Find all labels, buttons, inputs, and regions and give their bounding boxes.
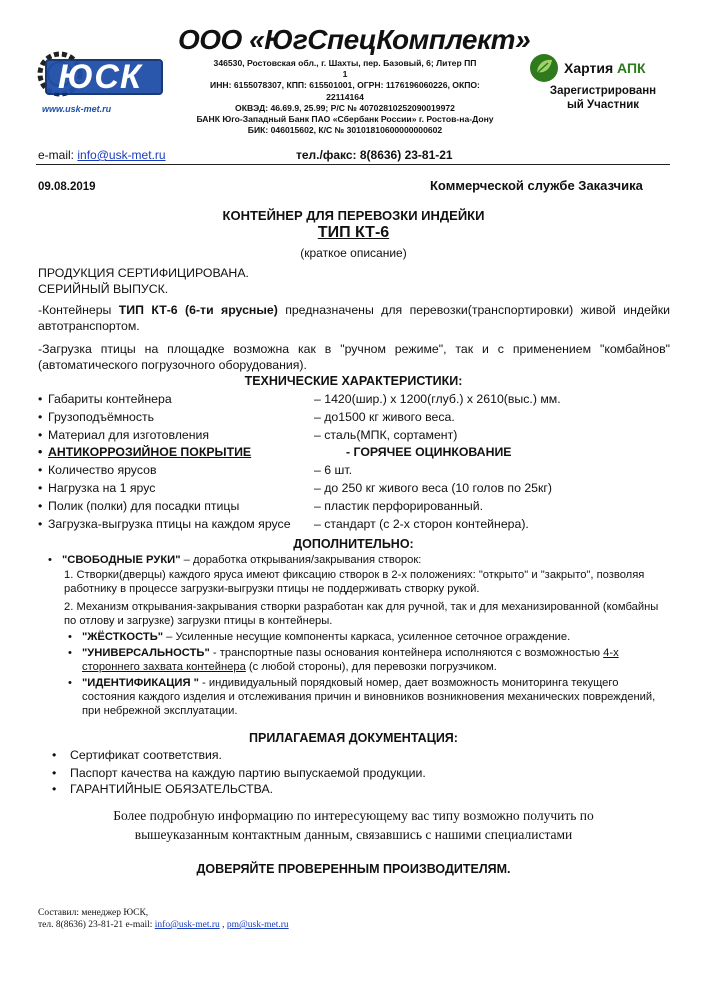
closing-line: вышеуказанным контактным данным, связавшись с нашими специалистами xyxy=(134,827,573,842)
spec-name: Загрузка-выгрузка птицы на каждом ярусе xyxy=(48,517,291,531)
spec-row: • Материал для изготовления – сталь(МПК, сортамент) xyxy=(38,428,458,442)
document-subtitle: (краткое описание) xyxy=(300,246,407,260)
company-logo xyxy=(36,48,164,120)
doc-item-text: Паспорт качества на каждую партию выпускаемой продукции. xyxy=(70,766,426,780)
extra-text: - индивидуальный порядковый номер, дает возможность мониторинга текущего состояния каждого изделия и отслеживания причин и виновников возникновения механических повреждений, при небрежной эксплуатации. xyxy=(82,677,656,717)
spec-name: Габариты контейнера xyxy=(48,392,172,406)
extra-text: – доработка открывания/закрывания створок: xyxy=(180,554,422,566)
header-divider xyxy=(36,164,670,165)
docs-heading: ПРИЛАГАЕМАЯ ДОКУМЕНТАЦИЯ: xyxy=(249,731,458,745)
extras-heading: ДОПОЛНИТЕЛЬНО: xyxy=(293,537,414,551)
footer xyxy=(38,907,289,931)
partner-status-line: Зарегистрированн xyxy=(549,85,657,97)
spec-row: • Грузоподъёмность – до1500 кг живого веса. xyxy=(38,410,455,424)
extra-title: "СВОБОДНЫЕ РУКИ" xyxy=(62,554,181,566)
closing-line: Более подробную информацию по интересующему вас типу возможно получить по xyxy=(113,808,594,823)
partner-status-line: ый Участник xyxy=(566,99,640,111)
company-requisites xyxy=(170,58,520,136)
requisites-line: 1 xyxy=(342,69,348,80)
footer-author: Составил: менеджер ЮСК, xyxy=(38,908,149,918)
model-name: ТИП КТ-6 xyxy=(317,224,390,241)
extra-universal: • "УНИВЕРСАЛЬНОСТЬ" - транспортные пазы основания контейнера исполняются с возможностью 4-х стороннего захвата контейнера (с любой стороны), для перевозки погрузчиком. xyxy=(68,647,619,673)
extra-free-hands: • "СВОБОДНЫЕ РУКИ" – доработка открывания/закрывания створок: xyxy=(48,554,422,566)
spec-name: Полик (полки) для посадки птицы xyxy=(48,499,240,513)
spec-value: – сталь(МПК, сортамент) xyxy=(314,428,458,442)
spec-value: – 1420(шир.) х 1200(глуб.) х 2610(выс.) мм. xyxy=(314,392,561,406)
document-date: 09.08.2019 xyxy=(38,181,96,193)
model-title xyxy=(0,224,707,242)
extra-free-hands-point-2: 2. Механизм открывания-закрывания створки разработан как для ручной, так и для механизированной (комбайны по отлову и загрузке) загрузки птицы в контейнеры. xyxy=(64,601,659,627)
logo-site[interactable]: www.usk-met.ru xyxy=(42,104,112,114)
intro-text: предназначены для перевозки(транспортировки) живой индейки автотранспортом. xyxy=(38,303,670,333)
partner-status xyxy=(528,84,678,112)
doc-item-text: Сертификат соответствия. xyxy=(70,748,222,762)
spec-row: • Нагрузка на 1 ярус – до 250 кг живого веса (10 голов по 25кг) xyxy=(38,481,552,495)
footer-phone: тел. 8(8636) 23-81-21 e-mail: xyxy=(38,920,155,930)
spec-name: Грузоподъёмность xyxy=(48,410,155,424)
spec-row-coating: • АНТИКОРРОЗИЙНОЕ ПОКРЫТИЕ - ГОРЯЧЕЕ ОЦИНКОВАНИЕ xyxy=(38,445,512,459)
doc-item: • Сертификат соответствия. xyxy=(52,748,222,762)
intro-paragraph-1 xyxy=(38,303,670,334)
footer-email-info[interactable]: info@usk-met.ru xyxy=(154,920,220,930)
extra-title: "ЖЁСТКОСТЬ" xyxy=(82,631,164,643)
extra-text: (с любой стороны), для перевозки погрузчиком. xyxy=(245,661,497,673)
spec-row: • Загрузка-выгрузка птицы на каждом ярусе – стандарт (с 2-х сторон контейнера). xyxy=(38,517,529,531)
partner-name-text: Хартия xyxy=(564,60,614,76)
footer-contacts xyxy=(38,919,289,931)
contact-email xyxy=(38,148,166,162)
partner-name xyxy=(564,60,646,76)
intro-text: -Контейнеры xyxy=(38,303,119,317)
spec-value: – до1500 кг живого веса. xyxy=(314,410,455,424)
certified-note: ПРОДУКЦИЯ СЕРТИФИЦИРОВАНА. xyxy=(38,266,249,280)
extra-text: – Усиленные несущие компоненты каркаса, усиленное сеточное ограждение. xyxy=(163,631,571,643)
doc-item-text: ГАРАНТИЙНЫЕ ОБЯЗАТЕЛЬСТВА. xyxy=(70,782,274,796)
leaf-icon xyxy=(528,52,560,84)
extra-text-underlined: 4-х стороннего захвата контейнера xyxy=(82,647,619,673)
intro-paragraph-2: -Загрузка птицы на площадке возможна как в "ручном режиме", так и с применением "комбайнов" (автоматического погрузочного оборудования). xyxy=(38,342,670,372)
spec-row: • Количество ярусов – 6 шт. xyxy=(38,463,353,477)
extra-identification: • "ИДЕНТИФИКАЦИЯ " - индивидуальный порядковый номер, дает возможность мониторинга текущего состояния каждого изделия и отслеживания причин и виновников возникновения механических повреждений, при небрежной эксплуатации. xyxy=(68,677,656,717)
logo-abbr: ЮСК xyxy=(58,58,142,96)
spec-value: - ГОРЯЧЕЕ ОЦИНКОВАНИЕ xyxy=(346,445,512,459)
spec-value: – 6 шт. xyxy=(314,463,353,477)
requisites-line: БИК: 046015602, К/С № 30101810600000000602 xyxy=(247,125,443,136)
footer-email-pm[interactable]: pm@usk-met.ru xyxy=(226,920,289,930)
extra-title: "УНИВЕРСАЛЬНОСТЬ" xyxy=(82,647,210,659)
partner-name-accent: АПК xyxy=(617,60,646,76)
trust-slogan: ДОВЕРЯЙТЕ ПРОВЕРЕННЫМ ПРОИЗВОДИТЕЛЯМ. xyxy=(196,862,511,876)
document-title: КОНТЕЙНЕР ДЛЯ ПЕРЕВОЗКИ ИНДЕЙКИ xyxy=(222,208,485,223)
doc-item: • Паспорт качества на каждую партию выпускаемой продукции. xyxy=(52,766,426,780)
extra-text: - транспортные пазы основания контейнера исполняются с возможностью xyxy=(209,647,604,659)
spec-value: – до 250 кг живого веса (10 голов по 25кг) xyxy=(314,481,552,495)
requisites-line: ОКВЭД: 46.69.9, 25.99; Р/С № 40702810252090019972 xyxy=(235,102,455,113)
extra-title: "ИДЕНТИФИКАЦИЯ " xyxy=(82,677,199,689)
spec-name: АНТИКОРРОЗИЙНОЕ ПОКРЫТИЕ xyxy=(48,445,252,459)
intro-model: ТИП КТ-6 (6-ти ярусные) xyxy=(118,303,278,317)
requisites-line: ИНН: 6155078307, КПП: 615501001, ОГРН: 1176196060226, ОКПО: xyxy=(210,80,480,91)
footer-separator: , xyxy=(219,920,227,930)
spec-value: – стандарт (с 2-х сторон контейнера). xyxy=(314,517,529,531)
spec-row: • Габариты контейнера – 1420(шир.) х 1200(глуб.) х 2610(выс.) мм. xyxy=(38,392,561,406)
doc-item: • ГАРАНТИЙНЫЕ ОБЯЗАТЕЛЬСТВА. xyxy=(52,782,274,796)
company-name: ООО «ЮгСпецКомплект» xyxy=(178,24,531,55)
serial-note: СЕРИЙНЫЙ ВЫПУСК. xyxy=(38,282,169,296)
recipient: Коммерческой службе Заказчика xyxy=(430,178,643,193)
extra-rigidity: • "ЖЁСТКОСТЬ" – Усиленные несущие компоненты каркаса, усиленное сеточное ограждение. xyxy=(68,631,571,643)
spec-name: Нагрузка на 1 ярус xyxy=(48,481,156,495)
spec-name: Материал для изготовления xyxy=(48,428,210,442)
email-label: e-mail: xyxy=(38,148,75,162)
requisites-line: 346530, Ростовская обл., г. Шахты, пер. Базовый, 6; Литер ПП xyxy=(213,58,477,68)
extra-free-hands-point-1: 1. Створки(дверцы) каждого яруса имеют фиксацию створок в 2-х положениях: "открыто" и "закрыто", позволяя работнику в процессе загрузки-выгрузки птицы не поддерживать створку рукой. xyxy=(64,569,645,595)
spec-row: • Полик (полки) для посадки птицы – пластик перфорированный. xyxy=(38,499,483,513)
requisites-line: 22114164 xyxy=(326,91,364,102)
spec-name: Количество ярусов xyxy=(48,463,157,477)
email-link[interactable]: info@usk-met.ru xyxy=(77,148,166,162)
spec-value: – пластик перфорированный. xyxy=(314,499,483,513)
specs-heading: ТЕХНИЧЕСКИЕ ХАРАКТЕРИСТИКИ: xyxy=(244,374,463,388)
requisites-line: БАНК Юго-Западный Банк ПАО «Сбербанк России» г. Ростов-на-Дону xyxy=(196,114,494,125)
contact-phone: тел./факс: 8(8636) 23-81-21 xyxy=(296,148,453,162)
